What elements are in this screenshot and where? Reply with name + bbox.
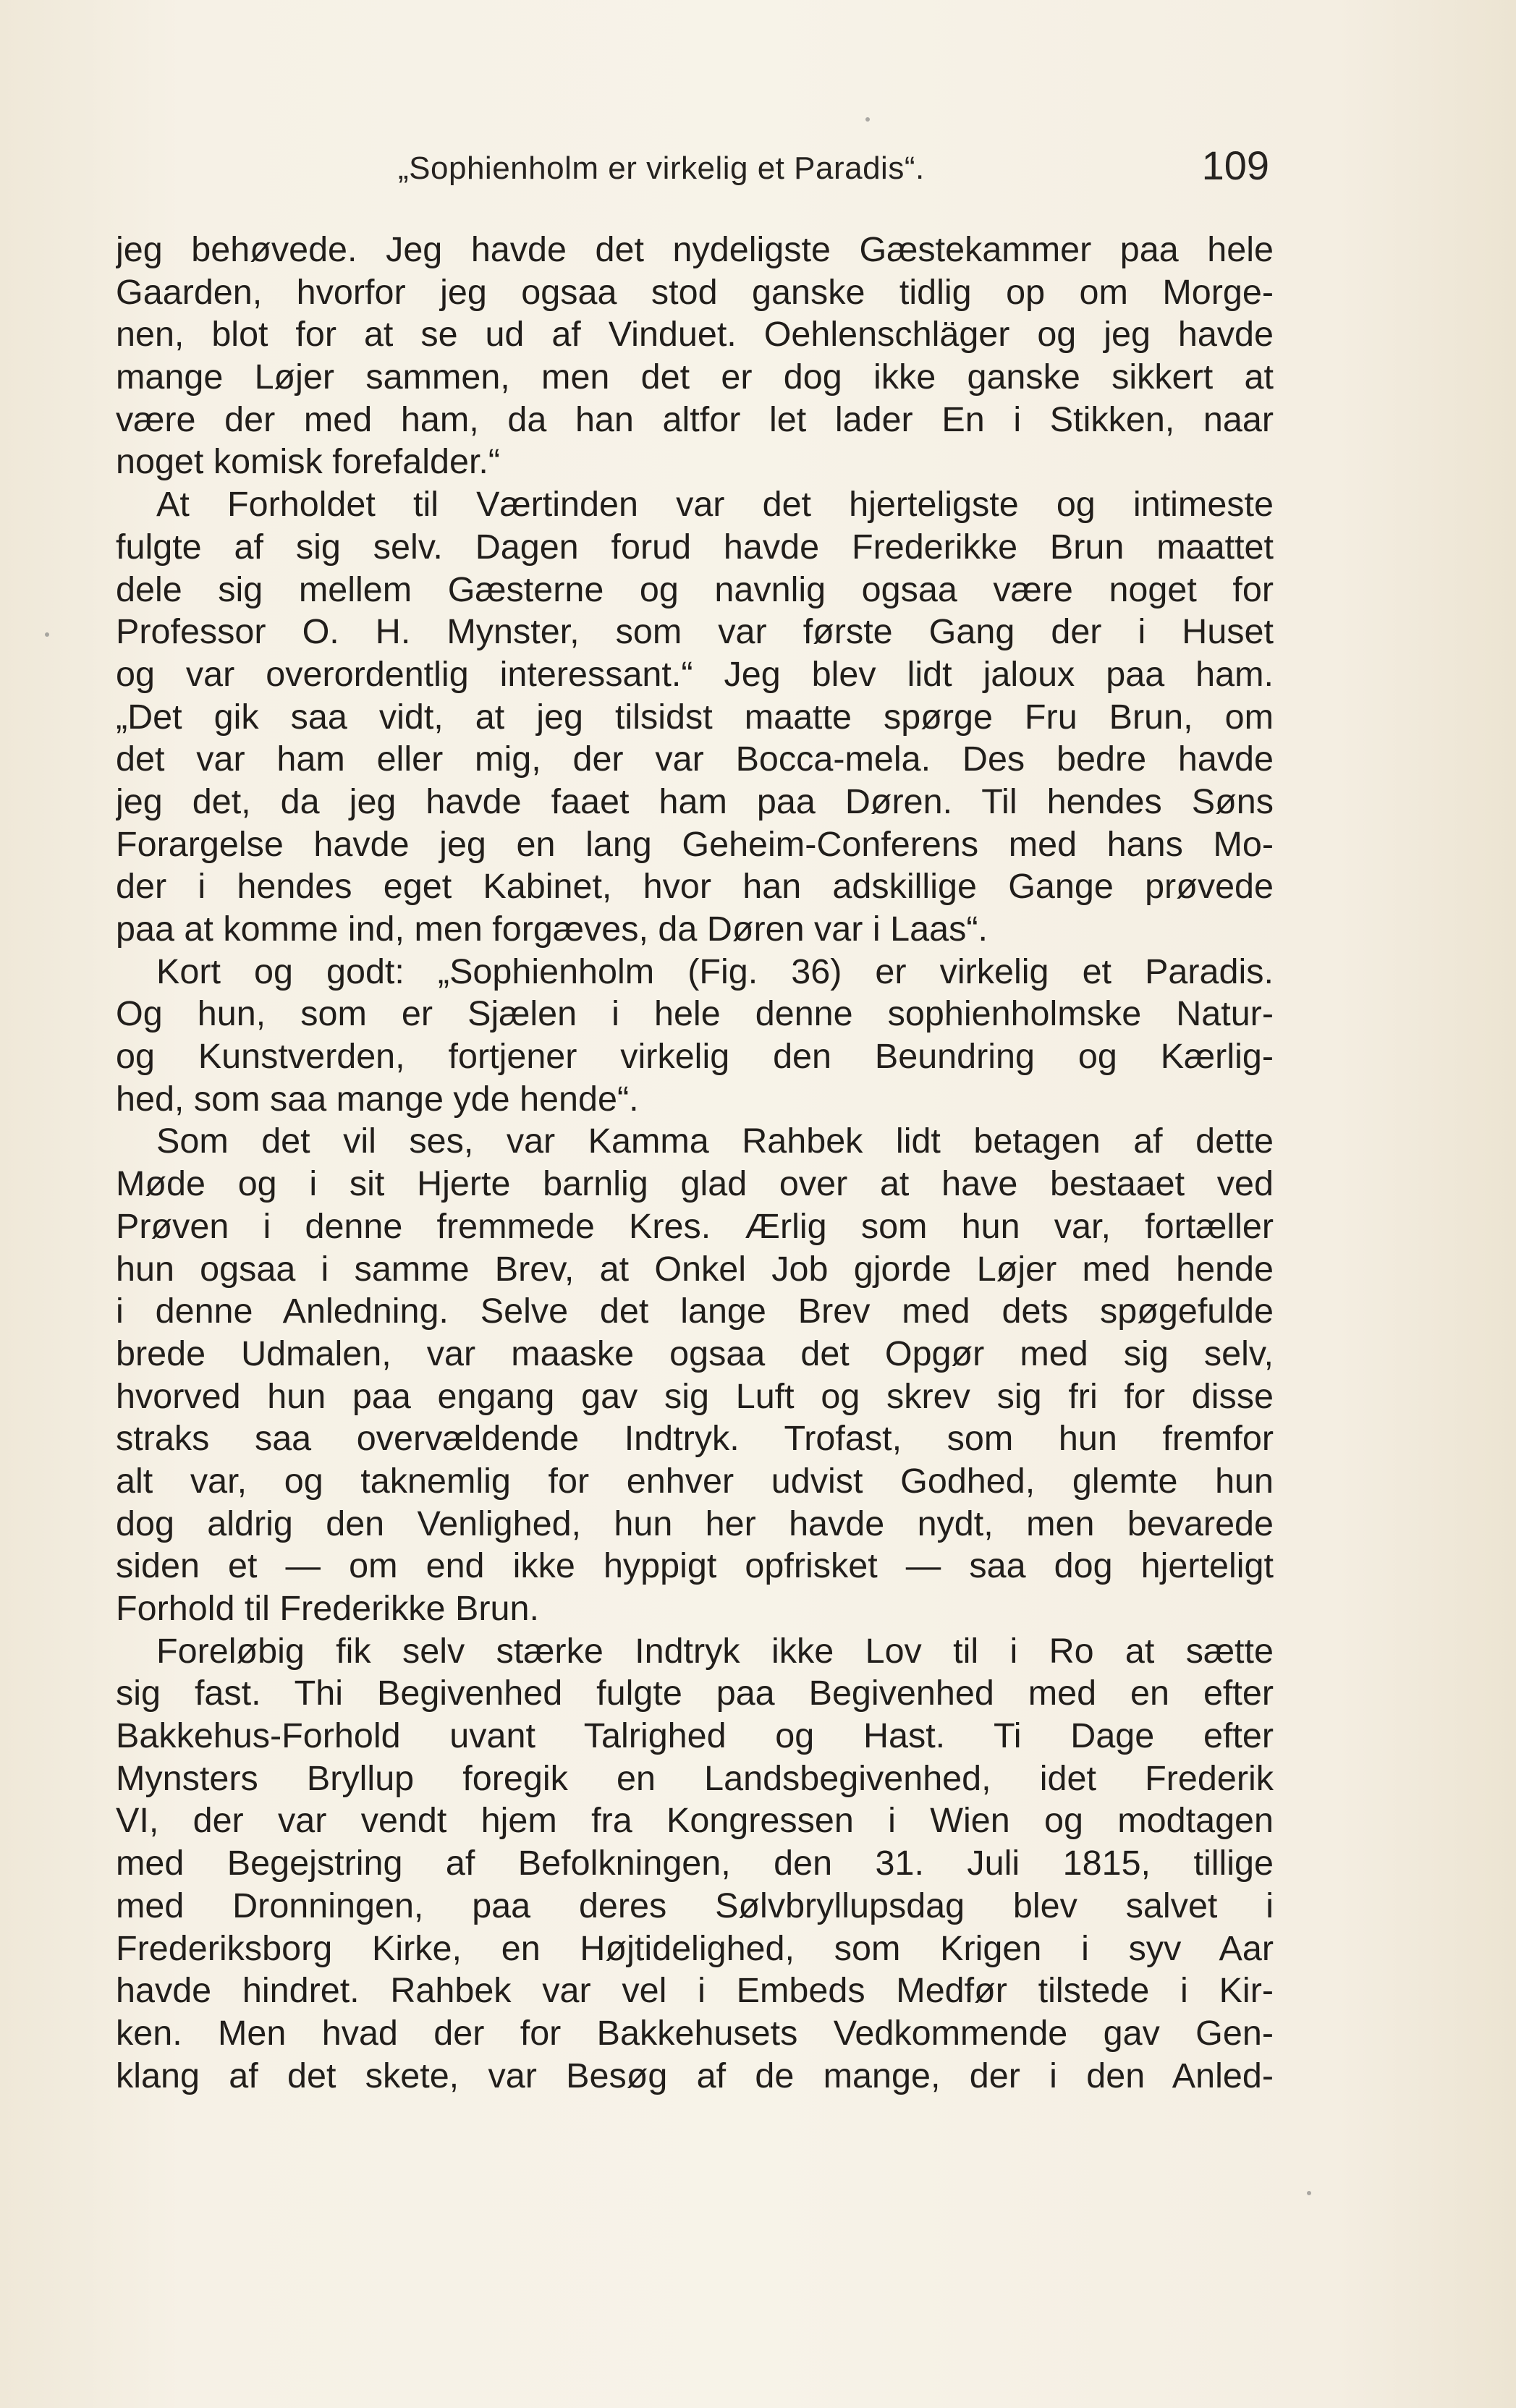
text-line: Møde og i sit Hjerte barnlig glad over at have bestaaet ved [116, 1164, 1274, 1204]
print-speck [865, 117, 870, 122]
text-line: siden et — om end ikke hyppigt opfrisket — saa dog hjerteligt [116, 1546, 1274, 1586]
print-speck [1307, 2191, 1311, 2195]
text-line: med Begejstring af Befolkningen, den 31. Juli 1815, tillige [116, 1844, 1274, 1883]
text-line: sig fast. Thi Begivenhed fulgte paa Begivenhed med en efter [116, 1674, 1274, 1713]
text-line: Mynsters Bryllup foregik en Landsbegivenhed, idet Frederik [116, 1758, 1274, 1798]
text-line: Som det vil ses, var Kamma Rahbek lidt betagen af dette [156, 1122, 1274, 1161]
text-line: Forhold til Frederikke Brun. [116, 1589, 539, 1628]
text-line: være der med ham, da han altfor let lader En i Stikken, naar [116, 399, 1274, 439]
text-line: VI, der var vendt hjem fra Kongressen i Wien og modtagen [116, 1801, 1274, 1841]
text-line: dele sig mellem Gæsterne og navnlig ogsaa være noget for [116, 569, 1274, 609]
text-line: med Dronningen, paa deres Sølvbryllupsdag blev salvet i [116, 1886, 1274, 1925]
text-line: Kort og godt: „Sophienholm (Fig. 36) er virkelig et Paradis. [156, 951, 1274, 991]
body-text [116, 229, 1274, 2097]
text-line: „Det gik saa vidt, at jeg tilsidst maatte spørge Fru Brun, om [116, 697, 1274, 737]
text-line: hun ogsaa i samme Brev, at Onkel Job gjorde Løjer med hende [116, 1249, 1274, 1289]
text-line: mange Løjer sammen, men det er dog ikke ganske sikkert at [116, 357, 1274, 397]
text-line: Foreløbig fik selv stærke Indtryk ikke Lov til i Ro at sætte [156, 1631, 1274, 1671]
text-line: i denne Anledning. Selve det lange Brev med dets spøgefulde [116, 1292, 1274, 1331]
print-speck [45, 632, 49, 637]
text-line: dog aldrig den Venlighed, hun her havde nydt, men bevarede [116, 1504, 1274, 1543]
text-line: At Forholdet til Værtinden var det hjerteligste og intimeste [156, 485, 1274, 525]
text-line: hed, som saa mange yde hende“. [116, 1079, 639, 1119]
text-line: og Kunstverden, fortjener virkelig den Beundring og Kærlig- [116, 1037, 1274, 1077]
text-line: paa at komme ind, men forgæves, da Døren var i Laas“. [116, 910, 988, 949]
text-line: hvorved hun paa engang gav sig Luft og skrev sig fri for disse [116, 1376, 1274, 1416]
text-line: jeg behøvede. Jeg havde det nydeligste Gæstekammer paa hele [116, 230, 1274, 269]
page-header [116, 142, 1274, 200]
text-line: jeg det, da jeg havde faaet ham paa Døren. Til hendes Søns [116, 781, 1274, 821]
page-number: 109 [1201, 143, 1269, 188]
text-line: Frederiksborg Kirke, en Højtidelighed, som Krigen i syv Aar [116, 1928, 1274, 1968]
text-line: Prøven i denne fremmede Kres. Ærlig som hun var, fortæller [116, 1206, 1274, 1246]
text-line: klang af det skete, var Besøg af de mange, der i den Anled- [116, 2056, 1274, 2095]
text-line: noget komisk forefalder.“ [116, 442, 501, 482]
text-line: og var overordentlig interessant.“ Jeg blev lidt jaloux paa ham. [116, 654, 1274, 694]
text-line: nen, blot for at se ud af Vinduet. Oehlenschläger og jeg havde [116, 315, 1274, 355]
text-line: Gaarden, hvorfor jeg ogsaa stod ganske tidlig op om Morge- [116, 272, 1274, 312]
text-line: alt var, og taknemlig for enhver udvist Godhed, glemte hun [116, 1461, 1274, 1501]
text-line: Professor O. H. Mynster, som var første Gang der i Huset [116, 612, 1274, 652]
text-line: det var ham eller mig, der var Bocca-mela. Des bedre havde [116, 739, 1274, 779]
text-line: fulgte af sig selv. Dagen forud havde Frederikke Brun maattet [116, 527, 1274, 567]
running-title: „Sophienholm er virkelig et Paradis“. [398, 150, 925, 186]
text-line: havde hindret. Rahbek var vel i Embeds Medfør tilstede i Kir- [116, 1971, 1274, 2011]
text-line: straks saa overvældende Indtryk. Trofast, som hun fremfor [116, 1419, 1274, 1459]
text-line: Og hun, som er Sjælen i hele denne sophienholmske Natur- [116, 994, 1274, 1034]
text-line: brede Udmalen, var maaske ogsaa det Opgør med sig selv, [116, 1334, 1274, 1373]
text-line: ken. Men hvad der for Bakkehusets Vedkommende gav Gen- [116, 2013, 1274, 2053]
text-line: Bakkehus-Forhold uvant Talrighed og Hast. Ti Dage efter [116, 1716, 1274, 1756]
text-line: der i hendes eget Kabinet, hvor han adskillige Gange prøvede [116, 867, 1274, 907]
text-line: Forargelse havde jeg en lang Geheim-Conferens med hans Mo- [116, 824, 1274, 864]
